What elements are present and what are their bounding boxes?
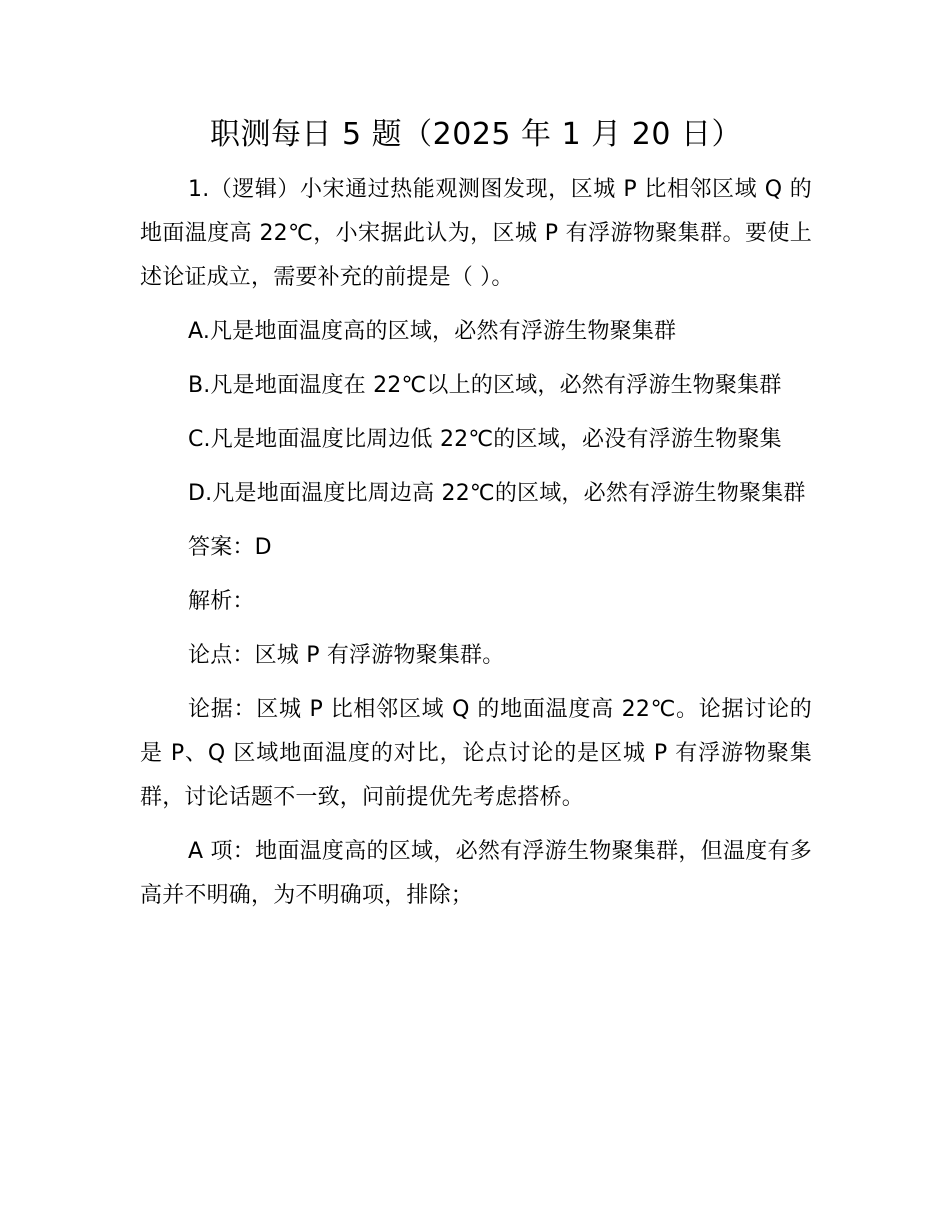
question-stem: 1.（逻辑）小宋通过热能观测图发现，区城 P 比相邻区域 Q 的地面温度高 22℃，小宋据此认为，区城 P 有浮游物聚集群。要使上述论证成立，需要补充的前提是（ ）。 [140, 177, 812, 290]
answer-line: 答案：D [188, 535, 272, 560]
option-c: C.凡是地面温度比周边低 22℃的区域，必没有浮游生物聚集 [188, 427, 782, 452]
document-title: 职测每日 5 题（2025 年 1 月 20 日） [210, 117, 742, 152]
document-page [140, 115, 812, 928]
analysis-claim: 论点：区城 P 有浮游物聚集群。 [188, 643, 505, 668]
option-b: B.凡是地面温度在 22℃以上的区域，必然有浮游生物聚集群 [188, 373, 782, 398]
option-d: D.凡是地面温度比周边高 22℃的区域，必然有浮游生物聚集群 [188, 481, 806, 506]
analysis-heading: 解析： [188, 589, 255, 614]
option-a: A.凡是地面温度高的区域，必然有浮游生物聚集群 [188, 319, 677, 344]
analysis-item-a: A 项：地面温度高的区域，必然有浮游生物聚集群，但温度有多高并不明确，为不明确项，排除； [140, 839, 812, 908]
analysis-evidence: 论据：区城 P 比相邻区域 Q 的地面温度高 22℃。论据讨论的是 P、Q 区域地面温度的对比，论点讨论的是区城 P 有浮游物聚集群，讨论话题不一致，问前提优先考虑搭桥。 [140, 697, 812, 810]
